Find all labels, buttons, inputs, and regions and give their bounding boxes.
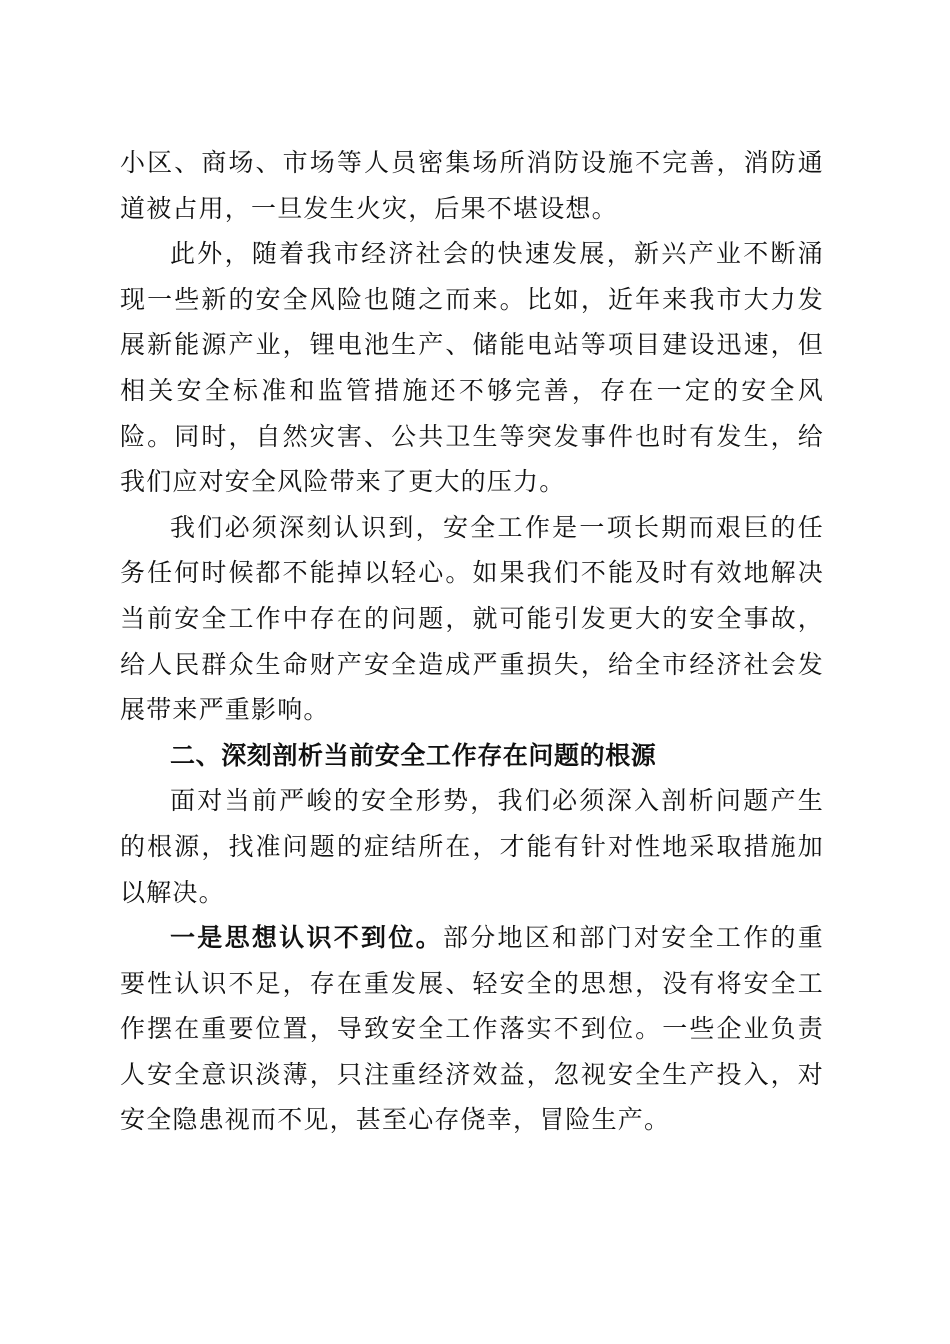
document-body bbox=[120, 140, 824, 1143]
first-point-body: 部分地区和部门对安全工作的重要性认识不足，存在重发展、轻安全的思想，没有将安全工作摆在重要位置，导致安全工作落实不到位。一些企业负责人安全意识淡薄，只注重经济效益，忽视安全生产投入，对安全隐患视而不见，甚至心存侥幸，冒险生产。 bbox=[120, 923, 824, 1135]
paragraph-new-risks: 此外，随着我市经济社会的快速发展，新兴产业不断涌现一些新的安全风险也随之而来。比如，近年来我市大力发展新能源产业，锂电池生产、储能电站等项目建设迅速，但相关安全标准和监管措施还不够完善，存在一定的安全风险。同时，自然灾害、公共卫生等突发事件也时有发生，给我们应对安全风险带来了更大的压力。 bbox=[120, 239, 824, 497]
paragraph-first-point bbox=[120, 915, 824, 1143]
paragraph-analysis-intro: 面对当前严峻的安全形势，我们必须深入剖析问题产生的根源，找准问题的症结所在，才能有针对性地采取措施加以解决。 bbox=[120, 786, 824, 907]
paragraph-awareness: 我们必须深刻认识到，安全工作是一项长期而艰巨的任务任何时候都不能掉以轻心。如果我们不能及时有效地解决当前安全工作中存在的问题，就可能引发更大的安全事故，给人民群众生命财产安全造成严重损失，给全市经济社会发展带来严重影响。 bbox=[120, 512, 824, 725]
paragraph-fire-safety: 小区、商场、市场等人员密集场所消防设施不完善，消防通道被占用，一旦发生火灾，后果不堪设想。 bbox=[120, 148, 824, 223]
section-heading-root-causes: 二、深刻剖析当前安全工作存在问题的根源 bbox=[170, 740, 657, 770]
first-point-lead: 一是思想认识不到位。 bbox=[170, 923, 443, 953]
